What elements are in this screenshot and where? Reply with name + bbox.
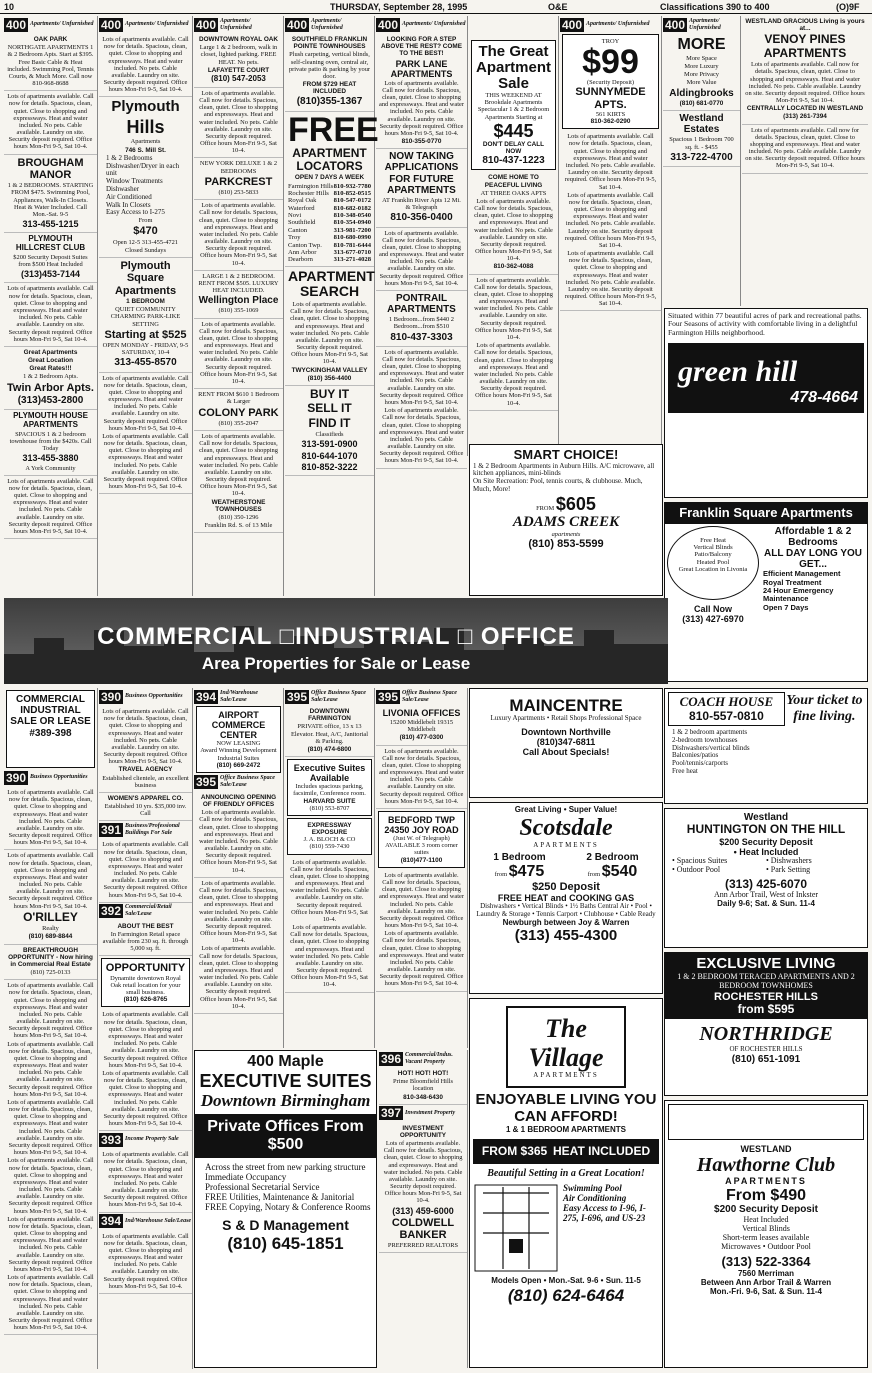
ad-parkcrest: NEW YORK DELUXE 1 & 2 BEDROOMS PARKCREST (810) 253-5833	[194, 158, 283, 200]
ad-buyit: BUY IT SELL IT FIND IT Classifieds 313-591-0900 810-644-1070 810-852-3222	[285, 386, 374, 476]
column-b1	[4, 688, 98, 1369]
section-header-400: 400 Apartments/ Unfurnished	[287, 17, 343, 32]
ad-hillcrest: PLYMOUTH HILLCREST CLUB $200 Security Deposit Suites from $500 Heat Included (313)453-7144	[4, 233, 97, 283]
ad-coach-house: COACH HOUSE 810-557-0810 Your ticket to fine living. 1 & 2 bedroom apartments 2-bedroom townhouses Dishwashers/vertical blinds Balconies/patios Pool/tennis/carports Free heat	[664, 688, 868, 804]
ad-breakthrough: BREAKTHROUGH OPPORTUNITY - Now hiring in Commercial Real Estate (810) 725-0133	[4, 945, 97, 981]
locator-city-row	[288, 190, 371, 197]
ad-franklinpointe: SOUTHFIELD FRANKLIN POINTE TOWNHOUSES Plush carpeting, vertical blinds, self-cleaning oven, central air, private patio & parking by your door. FROM $729 HEAT INCLUDED (810)355-1367	[285, 34, 374, 112]
classifications-range: Classifications 390 to 400	[660, 2, 770, 12]
ad-northridge: EXCLUSIVE LIVING 1 & 2 BEDROOM TERACED APARTMENTS AND 2 BEDROOM TOWNHOMES ROCHESTER HILLS from $595 NORTHRIDGE OF ROCHESTER HILLS (810) 651-1091	[664, 952, 868, 1096]
ad-filler: Lots of apartments available. Call now for details. Spacious, clean, quiet. Close to shopping and expressways. Heat and water included. No pets. Cable available. Laundry on site. Security deposit required. Office hours Mon-Fri 9-5, Sat 10-4.	[376, 228, 467, 291]
locator-city-row	[288, 227, 371, 234]
section-header-390: 390 Business Opportunities	[6, 770, 88, 785]
ad-scotsdale: Great Living • Super Value! Scotsdale APARTMENTS 1 Bedroom from $475 2 Bedroom from $540 $250 Deposit FREE HEAT and COOKING GAS Dishwashers • Vertical Blinds • 1½ Baths Central Air • Pool • Laundry & Storage • Tennis Carport • Clubhouse • Cable Ready Newburgh between Joy & Warren (313) 455-4300	[469, 802, 663, 994]
locator-phone: 810-932-7780	[333, 182, 371, 190]
ad-coldwell: INVESTMENT OPPORTUNITY Lots of apartments available. Call now for details. Spacious, clean, quiet. Close to shopping and expressways. Heat and water included. No pets. Cable available. Laundry on site. Security deposit required. Office hours Mon-Fri 9-5, Sat 10-4. (313) 459-6000 COLDWELL BANKER PREFERRED REALTORS	[379, 1123, 467, 1254]
issue-date: THURSDAY, September 28, 1995	[330, 2, 468, 12]
ad-greenhill: Situated within 77 beautiful acres of park and recreational paths. Four Seasons of activity with comfortable living in a delightful Farmington Hills neighborhood. green hill 478-4664	[664, 308, 868, 498]
franklin-features-badge: Free Heat Vertical Blinds Patio/Balcony Heated Pool Great Location in Livonia	[667, 526, 759, 600]
section-header-400: 400 Apartments/ Unfurnished	[562, 17, 650, 32]
locator-city: Southfield	[288, 219, 316, 227]
ad-plymouthhouse: PLYMOUTH HOUSE APARTMENTS SPACIOUS 1 & 2 bedroom townhouse from the $420s. Call Today 313-455-3880 A York Community	[4, 410, 97, 476]
section-header-391: 391 Business/Professional Buildings For Sale	[101, 822, 180, 837]
ad-plymouthsquare: Plymouth Square Apartments 1 BEDROOM QUIET COMMUNITY CHARMING PARK-LIKE SETTING Starting at $525 OPEN MONDAY - FRIDAY, 9-5 SATURDAY, 10-4 313-455-8570	[99, 258, 192, 372]
locator-phone: 810-354-0940	[333, 219, 371, 227]
ad-filler: Lots of apartments available. Call now for details. Spacious, clean, quiet. Close to shopping and expressways. Heat and water included. No pets. Cable available. Laundry on site. Security deposit required. Office hours Mon-Fri 9-5, Sat 10-4.	[4, 476, 97, 539]
ad-oakpark: OAK PARK NORTHGATE APARTMENTS 1 & 2 Bedroom Apts. Start at $395. Free Basic Cable & Heat included. Swimming Pool, Tennis Courts, & Much More. Call now 810-968-8688	[4, 34, 97, 91]
ad-filler: Lots of apartments available. Call now for details. Spacious, clean, quiet. Close to shopping and expressways. Heat and water included. No pets. Cable available. Laundry on site. Security deposit required. Office hours Mon-Fri 9-5, Sat 10-4.	[99, 34, 192, 97]
column-2	[99, 16, 193, 596]
locator-city-row	[288, 197, 371, 204]
section-header-400: 400 Apartments/ Unfurnished	[6, 17, 94, 32]
ad-filler: Lots of apartments available. Call now for details. Spacious, clean, quiet. Close to shopping and expressways. Heat and water included. No pets. Cable available. Laundry on site. Security deposit required. Office hours Mon-Fri 9-5, Sat 10-4.	[194, 88, 283, 159]
banner-subtitle: Area Properties for Sale or Lease	[201, 654, 471, 673]
ad-nowtaking: NOW TAKING APPLICATIONS FOR FUTURE APARTMENTS AT Franklin River Apts 12 Mi. & Telegraph 810-356-0400	[376, 149, 467, 227]
locator-city-row	[288, 242, 371, 249]
locator-city: Canton	[288, 226, 308, 234]
column-b2	[99, 688, 193, 1369]
ad-plymouthhills: Plymouth Hills Apartments 746 S. Mill St. 1 & 2 Bedrooms Dishwasher/Dryer in each unit Window Treatments Dishwasher Air Conditioned Walk In Closets Easy Access to I-275 From $470 Open 12-5 313-455-4721 Closed Sundays	[99, 97, 192, 258]
ad-westland-estates: Westland Estates Spacious 1 Bedroom 700 sq. ft. - $455 313-722-4700	[663, 111, 740, 167]
ad-filler: Lots of apartments available. Call now for details. Spacious, clean, quiet. Close to shopping and expressways. Heat and water included. No pets. Cable available. Laundry on site. Security deposit required. Office hours Mon-Fri 9-5, Sat 10-4.	[194, 200, 283, 271]
ad-maincentre: MAINCENTRE Luxury Apartments • Retail Shops Professional Space Downtown Northville (810)347-6811 Call About Specials!	[469, 688, 663, 798]
ad-wellington: LARGE 1 & 2 BEDROOM. RENT FROM $505. LUXURY HEAT INCLUDED. Wellington Place (810) 355-1069	[194, 271, 283, 319]
ad-filler: Lots of apartments available. Call now for details. Spacious, clean, quiet. Close to shopping and expressways. Heat and water included. No pets. Cable available. Laundry on site. Security deposit required. Office hours Mon-Fri 9-5, Sat 10-4. Lots of apartments available. Call now for details. Spacious, clean, quiet. Close to shopping and expressways. Heat and water included. No pets. Cable available. Laundry on site. Security deposit required. Office hours Mon-Fri 9-5, Sat 10-4.	[469, 275, 558, 411]
column-b5	[376, 688, 468, 1048]
column-8	[663, 16, 741, 306]
locator-city: Rochester Hills	[288, 189, 329, 197]
locator-phone: 810-680-0990	[333, 234, 371, 242]
ad-filler: Lots of apartments available. Call now for details. Spacious, clean, quiet. Close to shopping and expressways. Heat and water included. No pets. Cable available. Laundry on site. Security deposit required. Office hours Mon-Fri 9-5, Sat 10-4. Lots of apartments available. Call now for details. Spacious, clean, quiet. Close to shopping and expressways. Heat and water included. No pets. Cable available. Laundry on site. Security deposit required. Office hours Mon-Fri 9-5, Sat 10-4.	[99, 1009, 192, 1131]
column-b6	[379, 1050, 468, 1368]
ad-filler: Lots of apartments available. Call now for details. Spacious, clean, quiet. Close to shopping and expressways. Heat and water included. No pets. Cable available. Laundry on site. Security deposit required. Office hours Mon-Fri 9-5, Sat 10-4. Lots of apartments available. Call now for details. Spacious, clean, quiet. Close to shopping and expressways. Heat and water included. No pets. Cable available. Laundry on site. Security deposit required. Office hours Mon-Fri 9-5, Sat 10-4.	[99, 373, 192, 495]
ad-filler: Lots of apartments available. Call now for details. Spacious, clean, quiet. Close to shopping and expressways. Heat and water included. No pets. Cable available. Laundry on site. Security deposit required. Office hours Mon-Fri 9-5, Sat 10-4. Lots of apartments available. Call now for details. Spacious, clean, quiet. Close to shopping and expressways. Heat and water included. No pets. Cable available. Laundry on site. Security deposit required. Office hours Mon-Fri 9-5, Sat 10-4. Lots of apartments available. Call now for details. Spacious, clean, quiet. Close to shopping and expressways. Heat and water included. No pets. Cable available. Laundry on site. Security deposit required. Office hours Mon-Fri 9-5, Sat 10-4. Lots of apartments available. Call now for details. Spacious, clean, quiet. Close to shopping and expressways. Heat and water included. No pets. Cable available. Laundry on site. Security deposit required. Office hours Mon-Fri 9-5, Sat 10-4. Lots of apartments available. Call now for details. Spacious, clean, quiet. Close to shopping and expressways. Heat and water included. No pets. Cable available. Laundry on site. Security deposit required. Office hours Mon-Fri 9-5, Sat 10-4. Lots of apartments available. Call now for details. Spacious, clean, quiet. Close to shopping and expressways. Heat and water included. No pets. Cable available. Laundry on site. Security deposit required. Office hours Mon-Fri 9-5, Sat 10-4.	[4, 980, 97, 1335]
banner-title: COMMERCIAL □INDUSTRIAL □ OFFICE	[97, 623, 575, 650]
section-header-395: 395 Office Business Space Sale/Lease	[196, 775, 275, 790]
ad-aldingbrooks: MORE More Space More Luxury More Privacy More Value Aldingbrooks (810) 681-0770	[663, 34, 740, 111]
ad-harvard-suite: Executive Suites Available Includes spacious parking, facsimile, Conference room. HARVARD SUITE (810) 553-8707	[287, 759, 372, 816]
locator-phone: 810-547-0172	[333, 197, 371, 205]
locator-phone: 313-271-4028	[333, 256, 371, 264]
locator-city-row	[288, 256, 371, 263]
section-header-396: 396 Commercial/Indus. Vacant Property	[381, 1051, 453, 1066]
locator-city: Canton Twp.	[288, 241, 322, 249]
ad-expressway: EXPRESSWAY EXPOSURE J. A. BLOCH & CO (810) 559-7430	[287, 818, 372, 855]
locator-city: Troy	[288, 234, 301, 242]
locator-city-row	[288, 219, 371, 226]
ad-travel: Lots of apartments available. Call now for details. Spacious, clean, quiet. Close to shopping and expressways. Heat and water included. No pets. Cable available. Laundry on site. Security deposit required. Office hours Mon-Fri 9-5, Sat 10-4. TRAVEL AGENCY Established clientele, an excellent business	[99, 706, 192, 793]
column-b4	[285, 688, 375, 1048]
ad-dtfarmington: DOWNTOWN FARMINGTON PRIVATE office, 13 x 13 Elevator. Heat, A/C, Janitorial & Parking. (810) 474-6800	[285, 706, 374, 757]
locator-phone: 313-677-0710	[333, 248, 371, 256]
ad-great-apartment-sale: The Great Apartment Sale THIS WEEKEND AT Brookdale Apartments Spectacular 1 & 2 Bedroom Apartments Starting at $445 DON'T DELAY CALL NOW 810-437-1223	[471, 40, 556, 170]
locator-city-row	[288, 234, 371, 241]
ad-bedford: BEDFORD TWP 24350 JOY ROAD (Just W. of Telegraph) AVAILABLE 3 room corner suites (810)477-1100	[378, 811, 465, 868]
locator-city: Waterford	[288, 204, 315, 212]
ad-filler: Lots of apartments available. Call now for details. Spacious, clean, quiet. Close to shopping and expressways. Heat and water included. No pets. Cable available. Laundry on site. Security deposit required. Office hours Mon-Fri 9-5, Sat 10-4.	[194, 319, 283, 390]
column-3	[194, 16, 284, 596]
ad-filler: Lots of apartments available. Call now for details. Spacious, clean, quiet. Close to shopping and expressways. Heat and water included. No pets. Cable available. Laundry on site. Security deposit required. Office hours Mon-Fri 9-5, Sat 10-4. Lots of apartments available. Call now for details. Spacious, clean, quiet. Close to shopping and expressways. Heat and water included. No pets. Cable available. Laundry on site. Security deposit required. Office hours Mon-Fri 9-5, Sat 10-4.	[376, 870, 467, 992]
section-header-395: 395 Office Business Space Sale/Lease	[287, 689, 366, 704]
locator-city-row	[288, 205, 371, 212]
locator-city-row	[288, 212, 371, 219]
ad-filler: Lots of apartments available. Call now for details. Spacious, clean, quiet. Close to shopping and expressways. Heat and water included. No pets. Cable available. Laundry on site. Security deposit required. Office hours Mon-Fri 9-5, Sat 10-4.	[376, 746, 467, 809]
ad-franklin-square: Franklin Square Apartments Free Heat Vertical Blinds Patio/Balcony Heated Pool Great Location in Livonia Call Now (313) 427-6970 Affordable 1 & 2 Bedrooms ALL DAY LONG YOU GET... Efficient Management Royal Treatment 24 Hour Emergency Maintenance Open 7 Days	[664, 502, 868, 682]
commercial-logo: COMMERCIAL INDUSTRIAL SALE OR LEASE #389-398	[6, 690, 95, 768]
ad-filler: Lots of apartments available. Call now for details. Spacious, clean, quiet. Close to shopping and expressways. Heat and water included. No pets. Cable available. Laundry on site. Security deposit required. Office hours Mon-Fri 9-5, Sat 10-4.	[4, 283, 97, 346]
locator-city-row	[288, 183, 371, 190]
ad-filler: Lots of apartments available. Call now for details. Spacious, clean, quiet. Close to shopping and expressways. Heat and water included. No pets. Cable available. Laundry on site. Security deposit required. Office hours Mon-Fri 9-5, Sat 10-4.	[99, 839, 192, 902]
locator-city: Ann Arbor	[288, 248, 317, 256]
ad-colonypark: RENT FROM $610 1 Bedroom & Larger COLONY PARK (810) 355-2047	[194, 389, 283, 431]
edition-code: (O)9F	[836, 2, 860, 12]
ad-huntington: Westland HUNTINGTON ON THE HILL $200 Security Deposit • Heat Included • Spacious Suites • Dishwashers • Outdoor Pool • Park Setting (313) 425-6070 Ann Arbor Trail, West of Inkster Daily 9-6; Sat. & Sun. 11-4	[664, 808, 868, 948]
locator-phone: 810-682-0182	[333, 204, 371, 212]
ad-opportunity: OPPORTUNITY Dynamite downtown Royal Oak retail location for your small business. (810) 626-8765	[101, 958, 190, 1007]
column-5	[376, 16, 468, 465]
ad-brougham: BROUGHAM MANOR 1 & 2 BEDROOMS. STARTING FROM $475. Swimming Pool, Appliances, Walk-In Closets. Heat & Water Included. Call Mon.-Sat. 9-5 313-455-1215	[4, 155, 97, 234]
paper-name: O&E	[548, 2, 568, 12]
ad-weatherstone: Lots of apartments available. Call now for details. Spacious, clean, quiet. Close to shopping and expressways. Heat and water included. No pets. Cable available. Laundry on site. Security deposit required. Office hours Mon-Fri 9-5, Sat 10-4. WEATHERSTONE TOWNHOUSES (810) 350-1296 Franklin Rd. S. of 13 Mile	[194, 431, 283, 533]
ad-filler: Lots of apartments available. Call now for details. Spacious, clean, quiet. Close to shopping and expressways. Heat and water included. No pets. Cable available. Laundry on site. Security deposit required. Office hours Mon-Fri 9-5, Sat 10-4.	[99, 1231, 192, 1294]
ad-filler: Lots of apartments available. Call now for details. Spacious, clean, quiet. Close to shopping and expressways. Heat and water included. No pets. Cable available. Laundry on site. Security deposit required. Office hours Mon-Fri 9-5, Sat 10-4. Lots of apartments available. Call now for details. Spacious, clean, quiet. Close to shopping and expressways. Heat and water included. No pets. Cable available. Laundry on site. Security deposit required. Office hours Mon-Fri 9-5, Sat 10-4.	[376, 347, 467, 469]
ad-apartment-search: APARTMENT SEARCH Lots of apartments available. Call now for details. Spacious, clean, quiet. Close to shopping and expressways. Heat and water included. No pets. Cable available. Laundry on site. Security deposit required. Office hours Mon-Fri 9-5, Sat 10-4. TWYCKINGHAM VALLEY (810) 356-4400	[285, 267, 374, 386]
column-4	[285, 16, 379, 596]
page-header	[0, 0, 872, 14]
section-header-394: 394 Ind/Warehouse Sale/Lease	[101, 1214, 192, 1229]
ad-announcing: ANNOUNCING OPENING OF FRIENDLY OFFICES Lots of apartments available. Call now for details. Spacious, clean, quiet. Close to shopping and expressways. Heat and water included. No pets. Cable available. Laundry on site. Security deposit required. Office hours Mon-Fri 9-5, Sat 10-4.	[194, 792, 283, 878]
column-6	[469, 16, 559, 456]
section-header-400: 400 Apartments/ Unfurnished	[101, 17, 189, 32]
ad-pontrail: PONTRAIL APARTMENTS 1 Bedroom...from $440 2 Bedroom...from $510 810-437-3303	[376, 291, 467, 347]
column-1	[4, 16, 98, 596]
column-b3	[194, 688, 284, 1048]
ad-the-village: The Village APARTMENTS ENJOYABLE LIVING YOU CAN AFFORD! 1 & 1 BEDROOM APARTMENTS FROM $365 HEAT INCLUDED Beautiful Setting in a Great Location! Swimming Pool Air Conditioning Easy Access to I-96, I-275, I-696, and US-23 Models Open • Mon.-Sat. 9-6 • Sun. 11-5 (810) 624-6464	[469, 998, 663, 1368]
ad-filler: Lots of apartments available. Call now for details. Spacious, clean, quiet. Close to shopping and expressways. Heat and water included. No pets. Cable available. Laundry on site. Security deposit required. Office hours Mon-Fri 9-5, Sat 10-4.	[742, 125, 868, 174]
locator-phone: 810-781-6444	[333, 241, 371, 249]
ad-airport-commerce: AIRPORT COMMERCE CENTER NOW LEASING Award Winning Development Industrial Suites (810) 669-2472	[196, 706, 281, 773]
ad-sunnymede: TROY $99 (Security Deposit) SUNNYMEDE APTS. 561 KIRTS 810-362-0290	[562, 34, 659, 129]
section-header-400: 400 Apartments/ Unfurnished	[378, 17, 466, 32]
ad-about: ABOUT THE BEST In Farmington Retail space available from 230 sq. ft. through 5,000 sq. ft.	[99, 921, 192, 957]
ad-parklane: LOOKING FOR A STEP ABOVE THE REST? COME TO THE BEST! PARK LANE APARTMENTS Lots of apartments available. Call now for details. Spacious, clean, quiet. Close to shopping and expressways. Heat and water included. No pets. Cable available. Laundry on site. Security deposit required. Office hours Mon-Fri 9-5, Sat 10-4. 810-355-0770	[376, 34, 467, 149]
ad-filler: Lots of apartments available. Call now for details. Spacious, clean, quiet. Close to shopping and expressways. Heat and water included. No pets. Cable available. Laundry on site. Security deposit required. Office hours Mon-Fri 9-5, Sat 10-4.	[4, 787, 97, 850]
locator-city: Dearborn	[288, 256, 313, 264]
ad-orilley: Lots of apartments available. Call now for details. Spacious, clean, quiet. Close to shopping and expressways. Heat and water included. No pets. Cable available. Laundry on site. Security deposit required. Office hours Mon-Fri 9-5, Sat 10-4. O'RILLEY Realty (810) 689-8844	[4, 850, 97, 944]
section-header-400: 400 Apartments/ Unfurnished	[665, 17, 721, 32]
locator-phone: 810-348-0540	[333, 212, 371, 220]
ad-filler: Lots of apartments available. Call now for details. Spacious, clean, quiet. Close to shopping and expressways. Heat and water included. No pets. Cable available. Laundry on site. Security deposit required. Office hours Mon-Fri 9-5, Sat 10-4.	[99, 1149, 192, 1212]
locator-city-row	[288, 249, 371, 256]
ad-venoy-pines: WESTLAND GRACIOUS Living is yours at... VENOY PINES APARTMENTS Lots of apartments available. Call now for details. Spacious, clean, quiet. Close to shopping and expressways. Heat and water included. No pets. Cable available. Laundry on site. Security deposit required. Office hours Mon-Fri 9-5, Sat 10-4. CENTRALLY LOCATED IN WESTLAND (313) 261-7394	[742, 16, 868, 125]
ad-threeoaks: COME HOME TO PEACEFUL LIVING AT THREE OAKS APTS Lots of apartments available. Call now for details. Spacious, clean, quiet. Close to shopping and expressways. Heat and water included. No pets. Cable available. Laundry on site. Security deposit required. Office hours Mon-Fri 9-5, Sat 10-4. 810-362-4088	[469, 172, 558, 274]
ad-free-locators: FREE APARTMENT LOCATORS OPEN 7 DAYS A WEEK Farmington Hills 810-932-7780 Rochester Hills 810-852-0515 Royal Oak 810-547-0172 Waterford 810-682-0182 Novi 810-348-0540 Southfield 810-354-0940 Canton 313-981-7200 Troy 810-680-0990 Canton Twp. 810-781-6444 Ann Arbor 313-677-0710 Dearborn 313-271-4028	[285, 112, 374, 267]
locator-city: Farmington Hills	[288, 182, 334, 190]
greenhill-logo: green hill 478-4664	[668, 343, 864, 413]
column-7	[560, 16, 662, 456]
ad-hawthorne-club: WESTLAND Hawthorne Club APARTMENTS From $490 $200 Security Deposit Heat Included Vertical Blinds Short-term leases available Microwaves • Outdoor Pool (313) 522-3364 7560 Merriman Between Ann Arbor Trail & Warren Mon.-Fri. 9-6, Sat. & Sun. 11-4	[664, 1100, 868, 1368]
village-map	[473, 1183, 559, 1273]
locator-phone: 313-981-7200	[333, 226, 371, 234]
ad-royaloak: DOWNTOWN ROYAL OAK Large 1 & 2 bedroom, walk in closet, lighted parking. FREE HEAT. No pets. LAFAYETTE COURT (810) 547-2053	[194, 34, 283, 88]
section-header-394: 394 Ind/Warehouse Sale/Lease	[196, 689, 258, 704]
ad-filler: Lots of apartments available. Call now for details. Spacious, clean, quiet. Close to shopping and expressways. Heat and water included. No pets. Cable available. Laundry on site. Security deposit required. Office hours Mon-Fri 9-5, Sat 10-4.	[4, 91, 97, 154]
locator-phone: 810-852-0515	[333, 189, 371, 197]
ad-adams-creek: SMART CHOICE! 1 & 2 Bedroom Apartments in Auburn Hills. A/C microwave, all kitchen appliances, mini-blinds On Site Recreation: Pool, tennis courts, & clubhouse. Much, Much, More! FROM $605 ADAMS CREEK apartments (810) 853-5599	[469, 444, 663, 596]
ad-filler: Lots of apartments available. Call now for details. Spacious, clean, quiet. Close to shopping and expressways. Heat and water included. No pets. Cable available. Laundry on site. Security deposit required. Office hours Mon-Fri 9-5, Sat 10-4. Lots of apartments available. Call now for details. Spacious, clean, quiet. Close to shopping and expressways. Heat and water included. No pets. Cable available. Laundry on site. Security deposit required. Office hours Mon-Fri 9-5, Sat 10-4.	[194, 878, 283, 1014]
ad-livonia-offices: LIVONIA OFFICES 15200 Middlebelt 19315 Middlebelt (810) 477-0300	[376, 706, 467, 746]
ad-hothot: HOT! HOT! HOT! Prime Bloomfield Hills location 810-348-6430	[379, 1068, 467, 1105]
section-header-397: 397 Investment Property	[381, 1106, 456, 1121]
page-number: 10	[4, 2, 15, 12]
ad-twinarbor: Great Apartments Great Location Great Rates!!! 1 & 2 Bedroom Apts. Twin Arbor Apts. (313)453-2800	[4, 347, 97, 410]
commercial-banner	[4, 598, 668, 684]
ad-womens: WOMEN'S APPAREL CO. Established 10 yrs. $35,000 inv. Call	[99, 793, 192, 822]
locator-city: Royal Oak	[288, 197, 317, 205]
ad-filler: Lots of apartments available. Call now for details. Spacious, clean, quiet. Close to shopping and expressways. Heat and water included. No pets. Cable available. Laundry on site. Security deposit required. Office hours Mon-Fri 9-5, Sat 10-4. Lots of apartments available. Call now for details. Spacious, clean, quiet. Close to shopping and expressways. Heat and water included. No pets. Cable available. Laundry on site. Security deposit required. Office hours Mon-Fri 9-5, Sat 10-4. Lots of apartments available. Call now for details. Spacious, clean, quiet. Close to shopping and expressways. Heat and water included. No pets. Cable available. Laundry on site. Security deposit required. Office hours Mon-Fri 9-5, Sat 10-4.	[560, 131, 661, 311]
hawthorne-building-graphic	[668, 1104, 864, 1140]
section-header-392: 392 Commercial/Retail Sale/Lease	[101, 904, 172, 919]
column-9	[742, 16, 868, 306]
section-header-393: 393 Income Property Sale	[101, 1132, 179, 1147]
section-header-400: 400 Apartments/ Unfurnished	[196, 17, 252, 32]
section-header-390: 390 Business Opportunities	[101, 689, 183, 704]
ad-filler: Lots of apartments available. Call now for details. Spacious, clean, quiet. Close to shopping and expressways. Heat and water included. No pets. Cable available. Laundry on site. Security deposit required. Office hours Mon-Fri 9-5, Sat 10-4. Lots of apartments available. Call now for details. Spacious, clean, quiet. Close to shopping and expressways. Heat and water included. No pets. Cable available. Laundry on site. Security deposit required. Office hours Mon-Fri 9-5, Sat 10-4.	[285, 857, 374, 993]
locator-city: Novi	[288, 212, 302, 220]
section-header-395: 395 Office Business Space Sale/Lease	[378, 689, 457, 704]
ad-400-maple: 400 Maple EXECUTIVE SUITES Downtown Birmingham Private Offices From $500 Across the street from new parking structure Immediate Occupancy Professional Secretarial Service FREE Utilities, Maintenance & Janitorial FREE Copying, Notary & Conference Rooms S & D Management (810) 645-1851	[194, 1050, 377, 1368]
